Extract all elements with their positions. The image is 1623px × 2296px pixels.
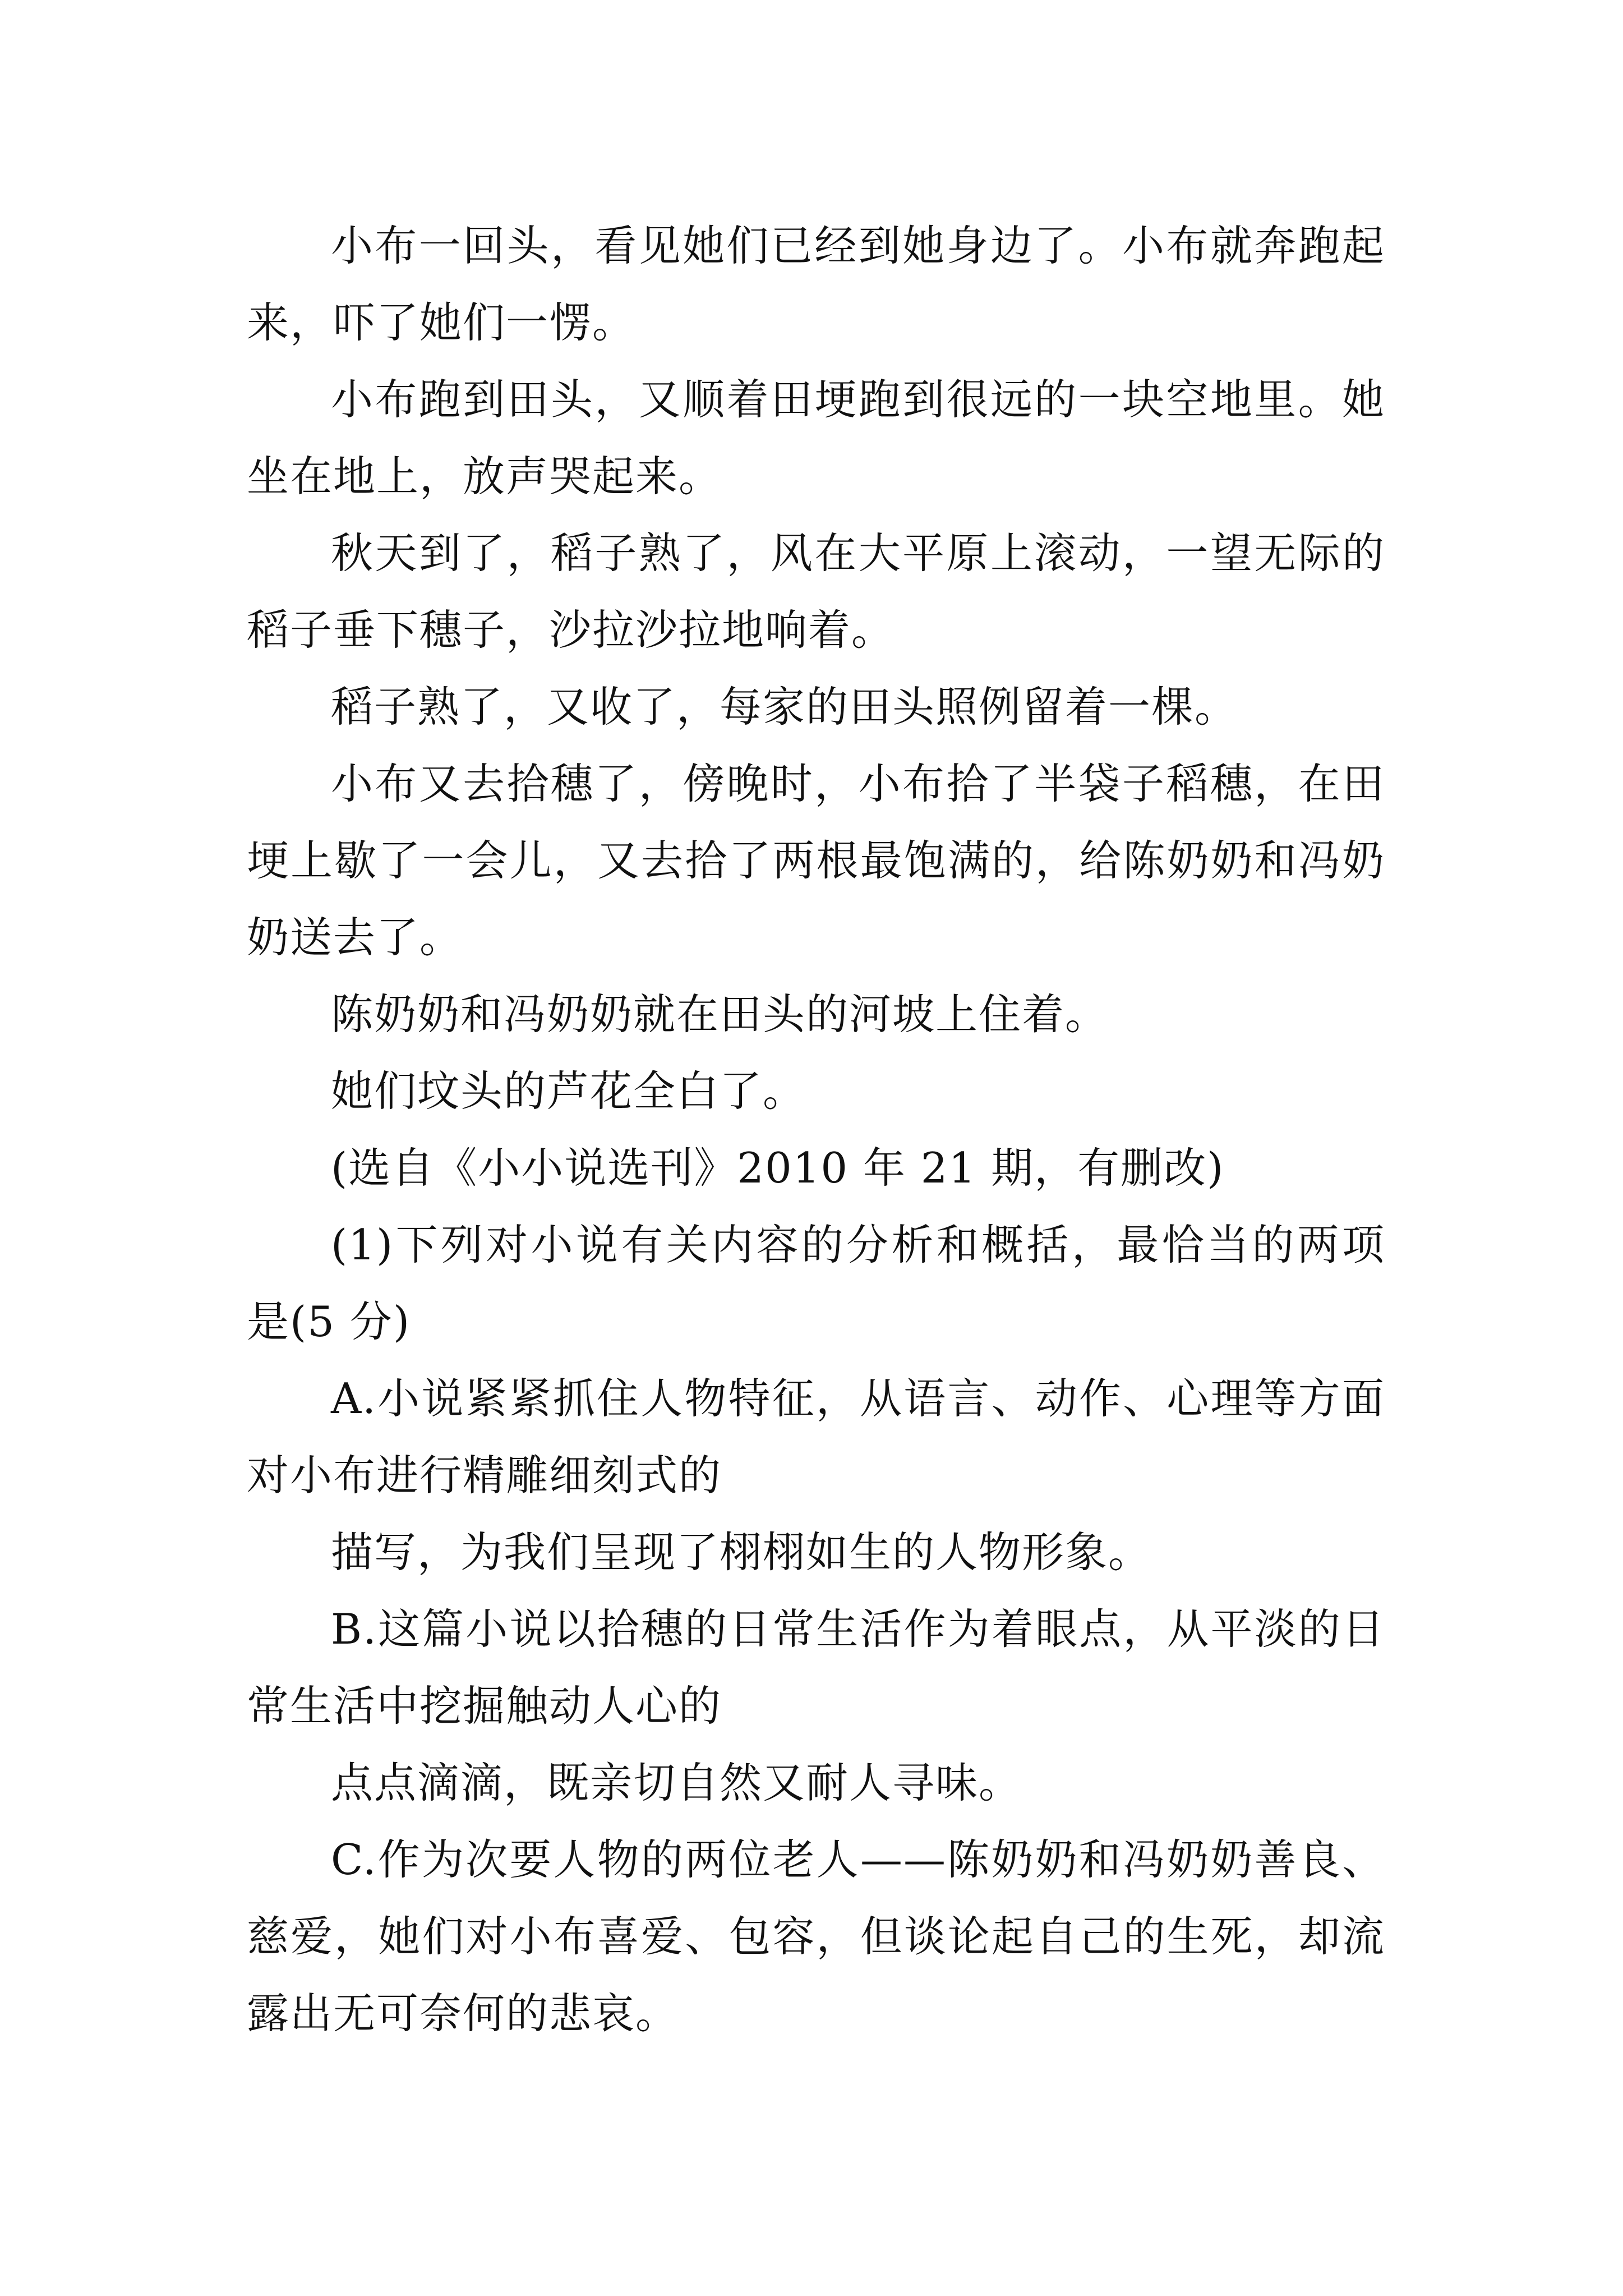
document-body xyxy=(247,208,1385,2052)
option-b: B.这篇小说以拾穗的日常生活作为着眼点，从平淡的日常生活中挖掘触动人心的 xyxy=(247,1604,1385,1731)
option-b-continued: 点点滴滴，既亲切自然又耐人寻味。 xyxy=(331,1758,1022,1807)
paragraph-2: 小布跑到田头，又顺着田埂跑到很远的一块空地里。她坐在地上，放声哭起来。 xyxy=(247,375,1385,501)
question-1-stem: (1)下列对小说有关内容的分析和概括，最恰当的两项是(5 分) xyxy=(247,1220,1385,1346)
paragraph-1: 小布一回头，看见她们已经到她身边了。小布就奔跑起来，吓了她们一愣。 xyxy=(247,221,1385,347)
paragraph-7: 她们坟头的芦花全白了。 xyxy=(331,1066,806,1116)
paragraph-5: 小布又去拾穗了，傍晚时，小布拾了半袋子稻穗，在田埂上歇了一会儿，又去拾了两根最饱满的，给陈奶奶和冯奶奶送去了。 xyxy=(247,759,1385,962)
option-c: C.作为次要人物的两位老人——陈奶奶和冯奶奶善良、慈爱，她们对小布喜爱、包容，但谈论起自己的生死，却流露出无可奈何的悲哀。 xyxy=(247,1835,1385,2038)
paragraph-4: 稻子熟了，又收了，每家的田头照例留着一棵。 xyxy=(331,682,1238,731)
source-note: (选自《小小说选刊》2010 年 21 期，有删改) xyxy=(331,1143,1225,1193)
option-a: A.小说紧紧抓住人物特征，从语言、动作、心理等方面对小布进行精雕细刻式的 xyxy=(247,1374,1385,1500)
paragraph-3: 秋天到了，稻子熟了，风在大平原上滚动，一望无际的稻子垂下穗子，沙拉沙拉地响着。 xyxy=(247,528,1385,655)
option-a-continued: 描写，为我们呈现了栩栩如生的人物形象。 xyxy=(331,1527,1152,1577)
paragraph-6: 陈奶奶和冯奶奶就在田头的河坡上住着。 xyxy=(331,990,1109,1039)
